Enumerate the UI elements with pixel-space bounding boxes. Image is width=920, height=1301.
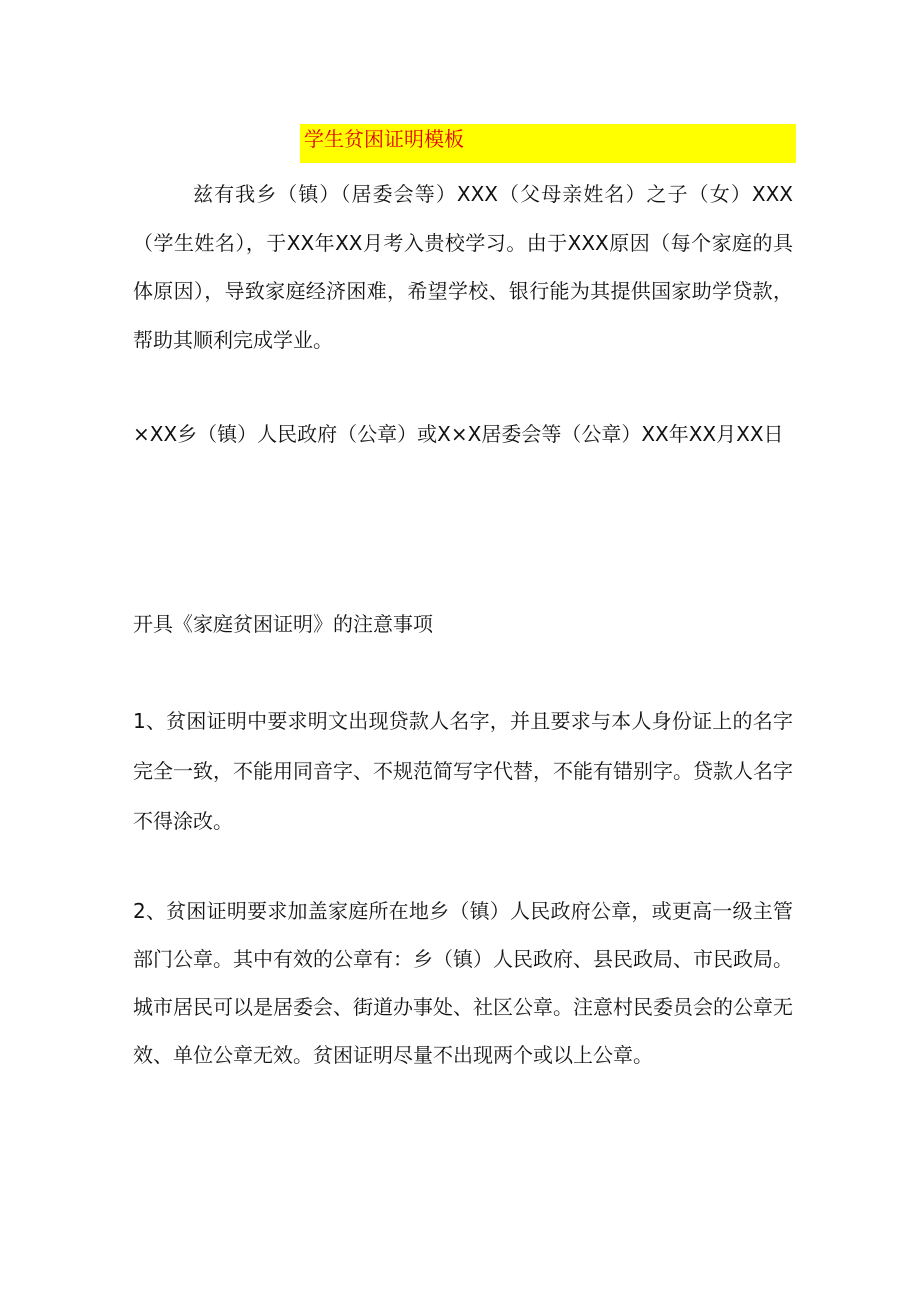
signature-line: ×XX乡（镇）人民政府（公章）或X×X居委会等（公章）XX年XX月XX日 (133, 422, 784, 446)
notes-heading: 开具《家庭贫困证明》的注意事项 (133, 612, 433, 636)
note-item-2: 2、贫困证明要求加盖家庭所在地乡（镇）人民政府公章，或更高一级主管部门公章。其中有效的公章有：乡（镇）人民政府、县民政局、市民政局。城市居民可以是居委会、街道办事处、社区公章。注意村民委员会的公章无效、单位公章无效。贫困证明尽量不出现两个或以上公章。 (133, 899, 793, 1067)
note-item-1: 1、贫困证明中要求明文出现贷款人名字，并且要求与本人身份证上的名字完全一致，不能用同音字、不规范简写字代替，不能有错别字。贷款人名字不得涂改。 (133, 709, 793, 833)
certificate-body: 兹有我乡（镇）（居委会等）XXX（父母亲姓名）之子（女）XXX（学生姓名），于XX年XX月考入贵校学习。由于XXX原因（每个家庭的具体原因），导致家庭经济困难，希望学校、银行能为其提供国家助学贷款，帮助其顺利完成学业。 (133, 182, 793, 352)
page-title: 学生贫困证明模板 (304, 127, 464, 151)
